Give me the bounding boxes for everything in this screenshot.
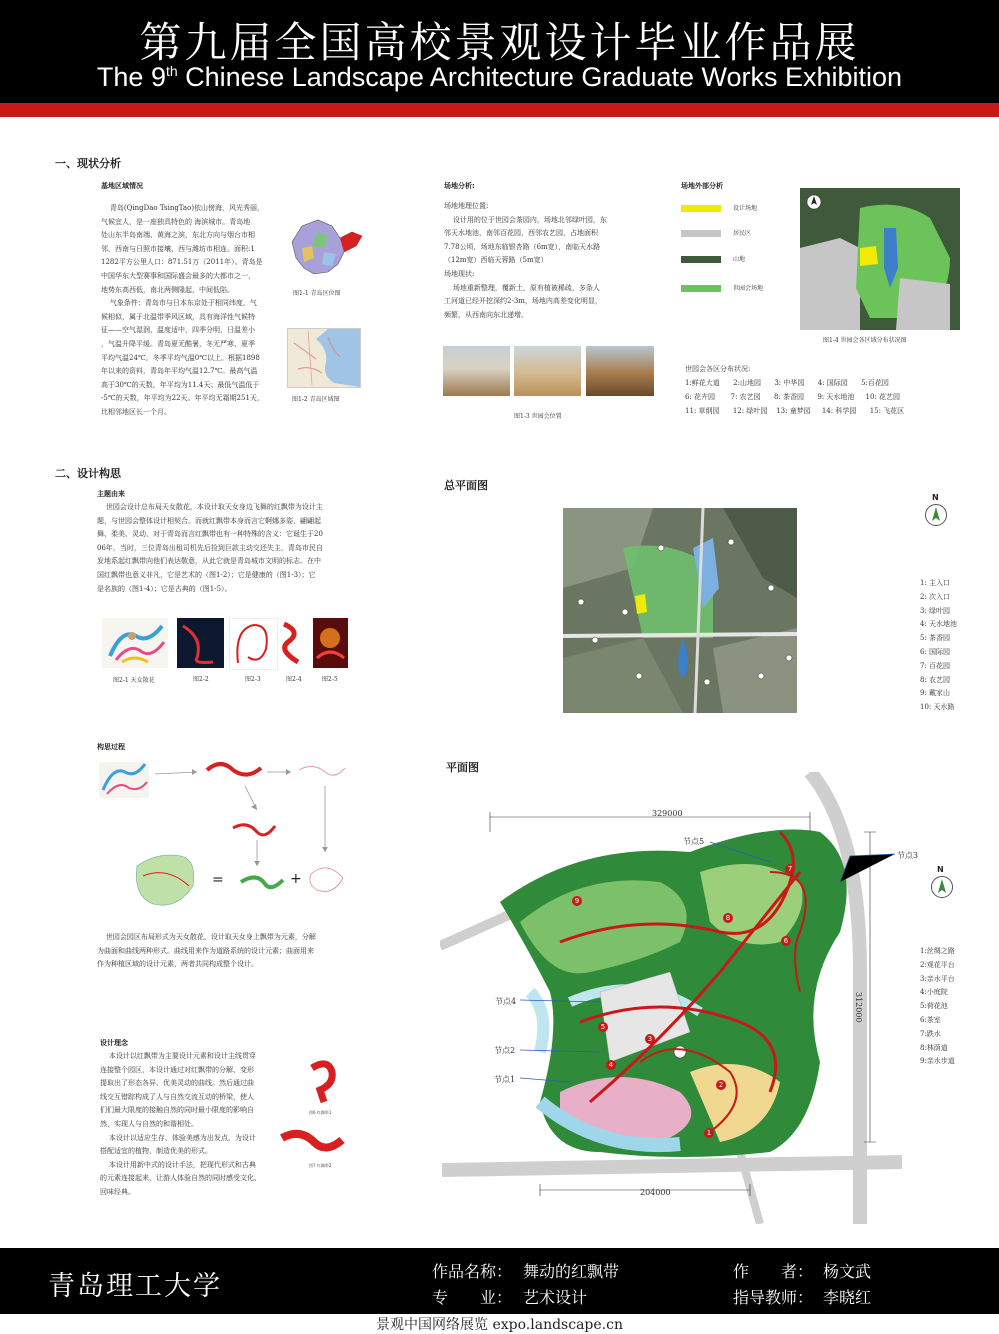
advisor-label: 指导教师： xyxy=(733,1288,814,1307)
red-ribbon-caption-2: 图7 红飘带2 xyxy=(309,1163,332,1168)
legend-label-mountain: 山地 xyxy=(733,256,746,263)
author-value: 杨文武 xyxy=(823,1262,872,1281)
fig1-4-caption: 图1-4 世园会各区域分布状况图 xyxy=(823,337,907,344)
legend-label-site: 设计场地 xyxy=(733,205,758,212)
plan-legend-5: 5:荷花池 xyxy=(920,1002,948,1011)
concept-text: 本设计以红飘带为主要设计元素和设计主线贯穿 连接整个园区，本设计通过对红飘带的分解、变形 提取出了形态各异、优美灵动的曲线。然后通过曲 线交互错踪构成了人与自然交流互动的桥梁，使人 们们最大限度的接触自然的同时最小限度的影响自 然，实现人与自然的和谐相处。 本设计以适应生存、体验美感为出发点，为设计 搭配适宜的植物，制造优美的形式。 本设计用新中式的设计手法，把现代形式和古典 的元素连接起来，让游人体验自然的同时感受文化、 回味经典。 xyxy=(100,1052,261,1196)
title-english: The 9th Chinese Landscape Architecture Graduate Works Exhibition xyxy=(96,62,903,92)
theme-heading: 主题由来 xyxy=(97,490,125,498)
school-name: 青岛理工大学 xyxy=(48,1271,222,1302)
plan-node-1: 节点1 xyxy=(494,1075,516,1084)
mp-legend-8: 8: 农艺园 xyxy=(920,675,951,684)
work-name-label: 作品名称： xyxy=(432,1262,513,1281)
plan-node-2: 节点2 xyxy=(494,1046,516,1055)
zones-row-2: 6: 花卉园 7: 农艺园 8: 茶香园 9: 天水地池 10: 花艺园 xyxy=(685,393,901,401)
mp-legend-4: 4: 天水地池 xyxy=(920,620,958,629)
advisor-value: 李晓红 xyxy=(823,1288,872,1307)
plan-marker-8: 8 xyxy=(723,913,733,923)
red-ribbon-figure-1 xyxy=(302,1058,342,1108)
zones-row-3: 11: 草纲园 12: 绿叶园 13: 童梦园 14: 科学园 15: 飞花区 xyxy=(685,407,905,415)
masterplan-title: 总平面图 xyxy=(444,479,488,492)
zones-row-1: 1:鲜花大道 2:山地园 3: 中华园 4: 国际园 5:百花园 xyxy=(685,379,889,387)
ribbon-image-5 xyxy=(313,618,348,668)
plan-title: 平面图 xyxy=(446,761,479,774)
plan-north-label: N xyxy=(937,865,944,874)
qingdao-region-map xyxy=(287,328,361,388)
process-heading: 构思过程 xyxy=(97,743,125,751)
base-area-text: 青岛(QingDao TsingTao)依山傍海，风光秀丽， 气候宜人，是一座独具特色的 海滨城市。青岛地 处山东半岛南端、黄海之滨，东北方向与烟台市相 邻，西南与日照市接壤，西与潍坊市相连。面积:1 1282平方公里人口：871.51万（2011年）。青岛是 中国华东大型赛事和国际盛会最多的大都市之一， 地势东高西低，南北两侧隆起，中间低陷。 气象条件：青岛市与日本东京处于相同纬度，气 候相似，属于北温带季风区域，具有海洋性气候特 征——空气湿润，温度适中，四季分明，日温差小 ，气温升降平缓。青岛夏无酷暑，冬无严寒，夏季 平均气温24℃，冬季平均气温0℃以上。根据1898 年以来的资料，青岛年平均气温12.7℃。最高气温 高于30℃的天数，年平均为11.4天；最低气温低于 -5℃的天数，年平均为22天。年平均无霜期251天， 比相邻地区长一个月。 xyxy=(101,204,265,416)
site-photo-1 xyxy=(443,346,510,396)
mp-legend-2: 2: 次入口 xyxy=(920,592,951,601)
zones-heading: 世园会各区分布状况: xyxy=(685,365,751,373)
ribbon-dancer-image-2 xyxy=(177,618,224,668)
major-label: 专 业： xyxy=(432,1288,513,1307)
equals-sign: = xyxy=(212,872,224,888)
masterplan-legend xyxy=(920,577,957,715)
exhibition-site-credit[interactable]: 景观中国网络展览 expo.landscape.cn xyxy=(376,1317,623,1333)
plan-marker-1: 1 xyxy=(704,1128,714,1138)
legend-swatch-site xyxy=(681,205,721,212)
plan-marker-6: 6 xyxy=(781,936,791,946)
plan-dim-bottom: 204000 xyxy=(640,1188,671,1197)
footer-bar xyxy=(0,1248,999,1314)
section-title-design-concept: 二、设计构思 xyxy=(55,467,121,480)
mp-legend-1: 1: 主入口 xyxy=(920,579,951,587)
plus-sign: + xyxy=(290,871,302,887)
red-divider-bar xyxy=(0,103,999,117)
plan-marker-9: 9 xyxy=(572,896,582,906)
fig2-1-caption: 图2-1 天女散花 xyxy=(113,677,155,684)
legend-label-expo: 世园会场地 xyxy=(733,285,764,292)
mp-legend-3: 3: 绿叶园 xyxy=(920,606,951,615)
mp-legend-5: 5: 茶香园 xyxy=(920,634,951,643)
fig2-2-caption: 图2-2 xyxy=(193,676,209,683)
title-chinese: 第九届全国高校景观设计毕业作品展 xyxy=(139,18,860,67)
plan-dim-top: 329000 xyxy=(652,809,683,818)
masterplan-aerial xyxy=(563,508,797,713)
red-ribbon-figure-2 xyxy=(280,1128,346,1160)
plan-legend-3: 3:亲水平台 xyxy=(920,974,955,983)
legend-swatch-mountain xyxy=(681,256,721,263)
masterplan-north-arrow-icon xyxy=(925,504,947,526)
external-analysis-heading: 场地外部分析 xyxy=(681,182,723,190)
theme-text: 世园会设计总布局天女散花，本设计取天女身边飞舞的红飘带为设计主 题，与世园会整体设计相契合。而就红飘带本身而言它婀娜多姿，翩翩起 舞、柔美、灵动，对于青岛而言红飘带也有一种特殊的含义：它诞生于20 06年，当时，三位青岛出租司机先后捡到巨款主动交还失主，青岛市民自 发地系起红飘带向他们表达敬意，从此它就是青岛城市文明的标志。在中 国红飘带也意义非凡，它是艺术的（图1-2）；它是健康的（图1-3）；它 是名族的（图1-4）；它是古典的（图1-5）。 xyxy=(97,503,323,593)
plan-marker-7: 7 xyxy=(785,864,795,874)
masterplan-north-label: N xyxy=(932,493,939,502)
legend-swatch-residential xyxy=(681,230,721,237)
fig2-3-caption: 图2-3 xyxy=(245,676,261,683)
fig2-5-caption: 图2-5 xyxy=(322,676,338,683)
process-text: 世园会园区布局形式为天女散花，设计取天女身上飘带为元素，分解 为曲面和曲线两种形式。曲线用来作为道路系统的设计元素；曲面用来 作为种植区域的设计元素，两者共同构成整个设计。 xyxy=(97,933,316,969)
fig1-3-caption: 图1-3 世园会位置 xyxy=(514,413,562,420)
plan-marker-3: 3 xyxy=(645,1034,655,1044)
site-photo-2 xyxy=(514,346,581,396)
plan-legend-8: 8:林荫道 xyxy=(920,1043,948,1052)
plan-marker-4: 4 xyxy=(606,1060,616,1070)
plan-legend-6: 6:茶室 xyxy=(920,1015,941,1024)
fig1-1-caption: 图1-1 青岛区位图 xyxy=(293,290,341,297)
base-area-heading: 基地区域情况 xyxy=(101,182,143,190)
plan-legend-9: 9:亲水步道 xyxy=(920,1057,955,1066)
plan-node-3: 节点3 xyxy=(897,851,919,860)
ribbon-image-4 xyxy=(278,618,305,668)
plan-legend-4: 4:小庭院 xyxy=(920,988,948,997)
shandong-map-figure xyxy=(288,212,364,282)
mp-legend-10: 10: 天水路 xyxy=(920,703,955,712)
plan-node-4: 节点4 xyxy=(495,997,517,1006)
concept-heading: 设计理念 xyxy=(100,1039,128,1047)
plan-legend-1: 1:丝绸之路 xyxy=(920,947,955,955)
legend-swatch-expo xyxy=(681,285,721,292)
plan-marker-2: 2 xyxy=(716,1080,726,1090)
work-name-value: 舞动的红飘带 xyxy=(523,1262,620,1281)
section-title-analysis: 一、现状分析 xyxy=(55,157,121,170)
author-label: 作 者： xyxy=(733,1262,814,1281)
site-analysis-heading: 场地分析: xyxy=(444,182,475,190)
site-analysis-text: 场地地理位置: 设计用的位于世园会茶园内，场地北邻绿叶园，东 邻天水地池，南邻百花园，西邻农艺园，占地面积 7.78公顷，场地东临银杏路（6m宽），南临天水路 （12m宽）西临天蓉路（5m宽） 场地现状: 场地重新整理，覆新土，原有植被稀疏，多条人 工河道已经开挖深约2-3m，场地内高差变化明显， 频繁，从西南向东北递增。 xyxy=(444,202,607,319)
plan-north-arrow-icon xyxy=(931,876,953,898)
major-value: 艺术设计 xyxy=(523,1288,588,1307)
plan-legend-2: 2:观花平台 xyxy=(920,960,955,969)
process-diagram xyxy=(97,756,357,922)
plan-marker-5: 5 xyxy=(598,1022,608,1032)
plan-legend-7: 7:跌水 xyxy=(920,1029,941,1038)
fig1-2-caption: 图1-2 青岛区域图 xyxy=(292,396,340,403)
mp-legend-9: 9: 戴家山 xyxy=(920,689,951,698)
fig2-4-caption: 图2-4 xyxy=(286,676,302,683)
legend-label-residential: 居民区 xyxy=(733,230,752,237)
red-ribbon-caption-1: 图6 红飘带1 xyxy=(309,1110,332,1115)
plan-node-5: 节点5 xyxy=(683,837,705,846)
fairy-image xyxy=(102,618,168,668)
expo-zone-map xyxy=(800,188,960,330)
mp-legend-6: 6: 国际园 xyxy=(920,647,951,656)
plan-dim-right: 312000 xyxy=(854,992,863,1023)
header-banner xyxy=(0,0,999,103)
mp-legend-7: 7: 百花园 xyxy=(920,661,951,670)
site-photo-3 xyxy=(586,346,654,396)
ribbon-dancer-image-3 xyxy=(229,618,278,670)
plan-legend xyxy=(920,945,955,1069)
